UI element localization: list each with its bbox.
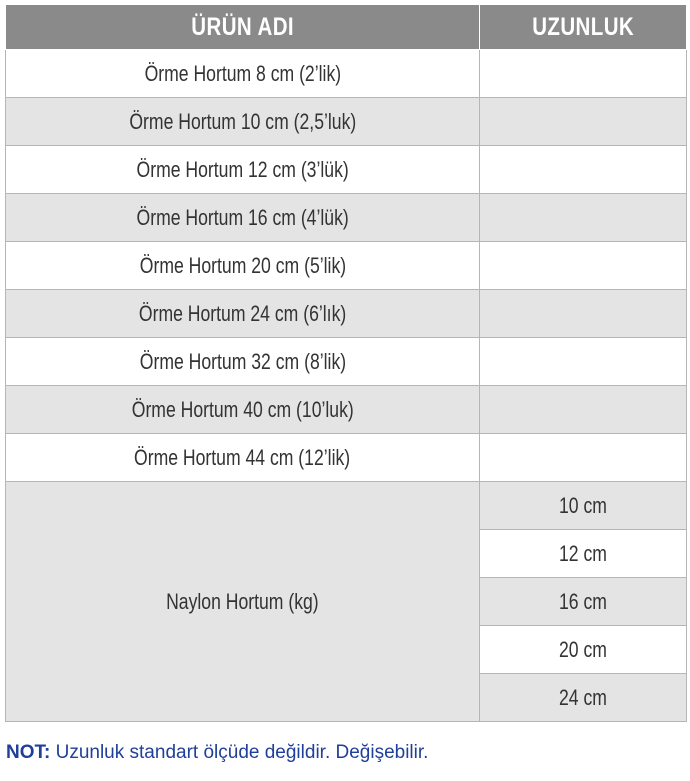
naylon-product-name: Naylon Hortum (kg) — [166, 588, 319, 614]
product-name-cell — [6, 98, 480, 146]
table-header-row — [6, 5, 687, 50]
table-row — [6, 242, 687, 290]
naylon-length: 24 cm — [559, 684, 607, 710]
product-length-table — [5, 4, 687, 722]
table-row — [6, 386, 687, 434]
product-name: Örme Hortum 20 cm (5’lik) — [139, 252, 346, 278]
product-name-cell — [6, 434, 480, 482]
product-name: Örme Hortum 12 cm (3’lük) — [136, 156, 349, 182]
product-name-cell — [6, 146, 480, 194]
product-name: Örme Hortum 8 cm (2’lik) — [144, 60, 341, 86]
table-row — [6, 98, 687, 146]
naylon-length: 10 cm — [559, 492, 607, 518]
product-name: Örme Hortum 10 cm (2,5’luk) — [129, 108, 356, 134]
table-row — [6, 50, 687, 98]
product-name-cell — [6, 338, 480, 386]
product-name: Örme Hortum 16 cm (4’lük) — [136, 204, 349, 230]
product-name-cell — [6, 290, 480, 338]
naylon-length-cell — [480, 482, 687, 530]
header-length-label: UZUNLUK — [532, 12, 634, 41]
length-cell-empty — [480, 386, 687, 434]
naylon-product-cell — [6, 482, 480, 722]
length-cell-empty — [480, 194, 687, 242]
product-name-cell — [6, 194, 480, 242]
footnote-prefix: NOT: — [6, 742, 51, 763]
header-length — [480, 5, 687, 50]
length-cell-empty — [480, 242, 687, 290]
length-cell-empty — [480, 146, 687, 194]
footnote — [6, 742, 428, 764]
naylon-length-cell — [480, 674, 687, 722]
product-name-cell — [6, 386, 480, 434]
table-row — [6, 434, 687, 482]
product-name-cell — [6, 50, 480, 98]
naylon-length-cell — [480, 530, 687, 578]
product-table-container — [5, 4, 686, 722]
length-cell-empty — [480, 434, 687, 482]
length-cell-empty — [480, 338, 687, 386]
length-cell-empty — [480, 50, 687, 98]
product-name: Örme Hortum 32 cm (8’lik) — [139, 348, 346, 374]
table-row — [6, 290, 687, 338]
header-product-name-label: ÜRÜN ADI — [191, 12, 294, 41]
naylon-length: 16 cm — [559, 588, 607, 614]
footnote-text: Uzunluk standart ölçüde değildir. Değişebilir. — [50, 742, 429, 763]
naylon-length-cell — [480, 578, 687, 626]
table-row — [6, 146, 687, 194]
naylon-length: 12 cm — [559, 540, 607, 566]
length-cell-empty — [480, 290, 687, 338]
table-row-naylon — [6, 482, 687, 530]
table-row — [6, 338, 687, 386]
naylon-length: 20 cm — [559, 636, 607, 662]
length-cell-empty — [480, 98, 687, 146]
product-name: Örme Hortum 40 cm (10’luk) — [131, 396, 354, 422]
product-name: Örme Hortum 24 cm (6’lık) — [138, 300, 347, 326]
product-name: Örme Hortum 44 cm (12’lik) — [134, 444, 351, 470]
naylon-length-cell — [480, 626, 687, 674]
table-row — [6, 194, 687, 242]
header-product-name — [6, 5, 480, 50]
product-name-cell — [6, 242, 480, 290]
